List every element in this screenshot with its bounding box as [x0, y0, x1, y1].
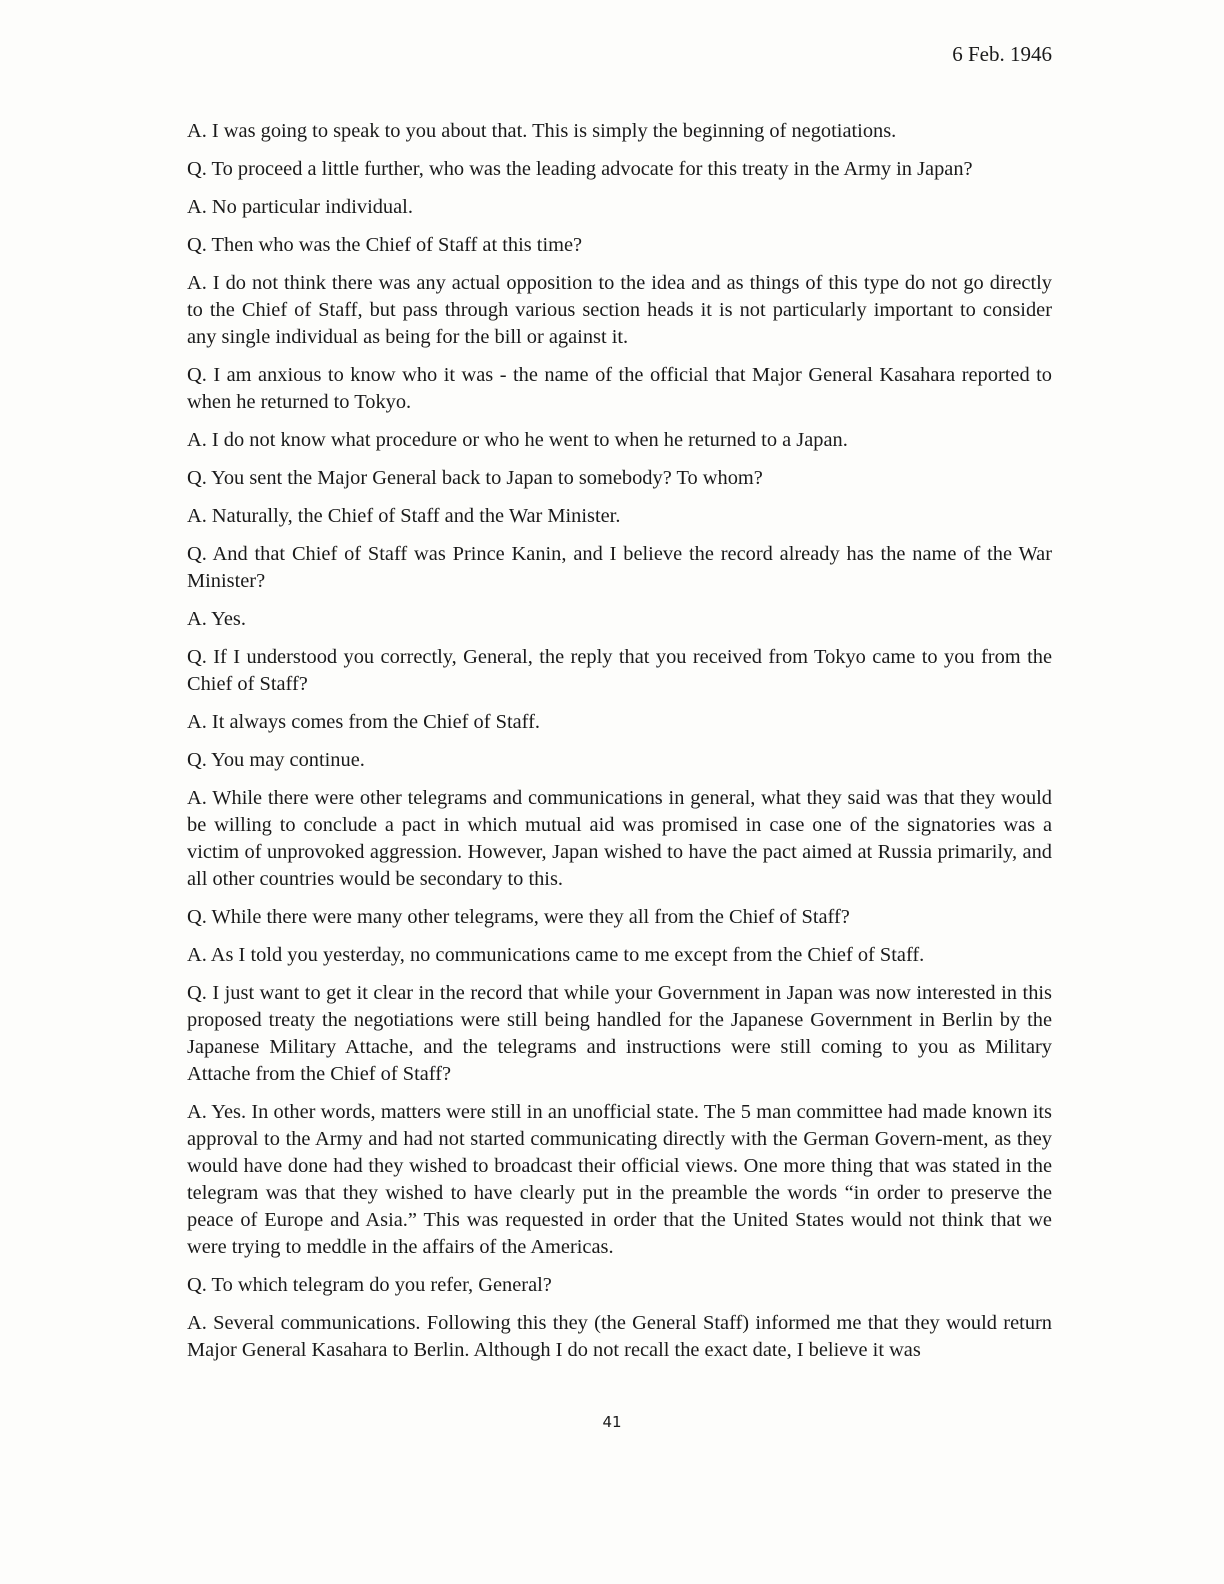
- page-number: 41: [602, 1413, 622, 1431]
- transcript-paragraph: A. It always comes from the Chief of Staff.: [187, 711, 540, 733]
- transcript-paragraph: A. I do not think there was any actual opposition to the idea and as things of this type do not go directly to the Chief of Staff, but pass through various section heads it is not particularly important to consider any single individual as being for the bill or against it.: [187, 272, 1052, 348]
- transcript-paragraph: Q. And that Chief of Staff was Prince Kanin, and I believe the record already has the name of the War Minister?: [187, 543, 1052, 592]
- transcript-paragraph: Q. You may continue.: [187, 749, 365, 771]
- transcript-paragraph: Q. To proceed a little further, who was the leading advocate for this treaty in the Army in Japan?: [187, 158, 973, 180]
- transcript-paragraph: Q. While there were many other telegrams, were they all from the Chief of Staff?: [187, 906, 850, 928]
- transcript-paragraph: A. Several communications. Following this they (the General Staff) informed me that they would return Major General Kasahara to Berlin. Although I do not recall the exact date, I believe it was: [187, 1312, 1052, 1361]
- page-date: 6 Feb. 1946: [952, 42, 1052, 66]
- transcript-paragraph: A. Yes. In other words, matters were still in an unofficial state. The 5 man committee had made known its approval to the Army and had not started communicating directly with the German Govern-ment, as they would have done had they wished to broadcast their official views. One more thing that was stated in the telegram was that they wished to have clearly put in the preamble the words “in order to preserve the peace of Europe and Asia.” This was requested in order that the United States would not think that we were trying to meddle in the affairs of the Americas.: [187, 1101, 1052, 1258]
- transcript-paragraph: Q. Then who was the Chief of Staff at this time?: [187, 234, 583, 256]
- transcript-paragraph: A. As I told you yesterday, no communications came to me except from the Chief of Staff.: [187, 944, 925, 966]
- transcript-paragraph: Q. If I understood you correctly, General, the reply that you received from Tokyo came to you from the Chief of Staff?: [187, 646, 1052, 695]
- transcript-paragraph: A. No particular individual.: [187, 196, 413, 218]
- transcript-paragraph: A. Yes.: [187, 608, 246, 630]
- transcript-paragraph: A. Naturally, the Chief of Staff and the War Minister.: [187, 505, 621, 527]
- transcript-paragraph: Q. You sent the Major General back to Japan to somebody? To whom?: [187, 467, 763, 489]
- transcript-paragraph: A. While there were other telegrams and communications in general, what they said was that they would be willing to conclude a pact in which mutual aid was promised in case one of the signatories was a victim of unprovoked aggression. However, Japan wished to have the pact aimed at Russia primarily, and all other countries would be secondary to this.: [187, 787, 1052, 890]
- transcript-paragraph: Q. To which telegram do you refer, General?: [187, 1274, 552, 1296]
- transcript-paragraph: A. I was going to speak to you about that. This is simply the beginning of negotiations.: [187, 120, 897, 142]
- transcript-paragraph: Q. I just want to get it clear in the record that while your Government in Japan was now interested in this proposed treaty the negotiations were still being handled for the Japanese Government in Berlin by the Japanese Military Attache, and the telegrams and instructions were still coming to you as Military Attache from the Chief of Staff?: [187, 982, 1052, 1085]
- transcript-paragraph: Q. I am anxious to know who it was - the name of the official that Major General Kasahara reported to when he returned to Tokyo.: [187, 364, 1052, 413]
- transcript-body: [187, 118, 1052, 1375]
- transcript-paragraph: A. I do not know what procedure or who he went to when he returned to a Japan.: [187, 429, 848, 451]
